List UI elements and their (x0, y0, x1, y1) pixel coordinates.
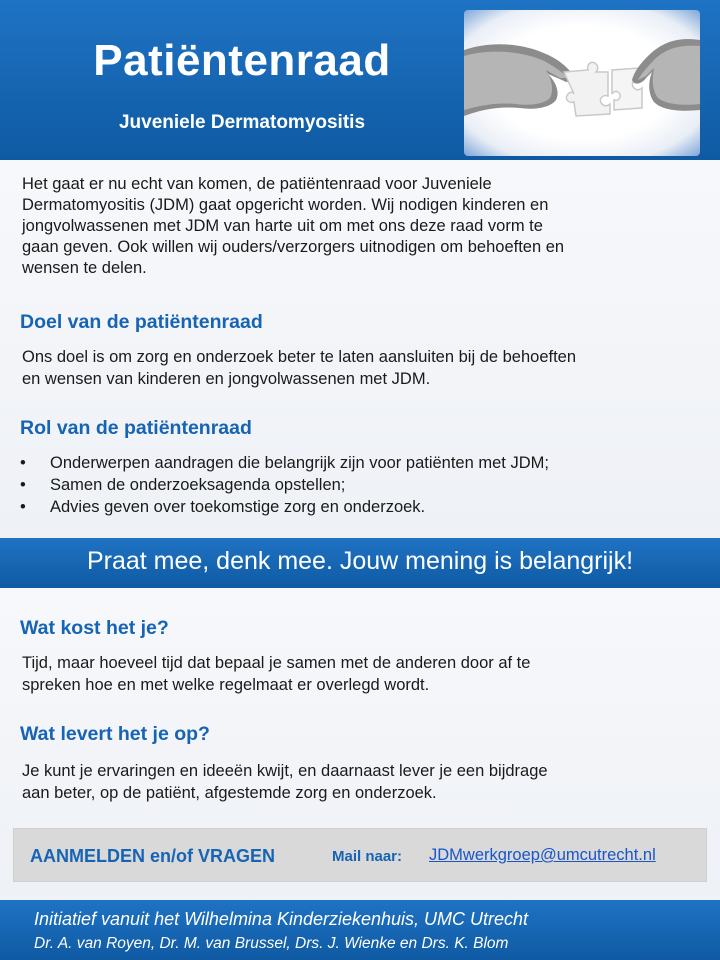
footer (0, 900, 720, 960)
benefit-heading: Wat levert het je op? (20, 723, 210, 745)
cost-line: Tijd, maar hoeveel tijd dat bepaal je samen met de anderen door af te (22, 654, 531, 672)
intro-line: jongvolwassenen met JDM van harte uit om met ons deze raad vorm te (22, 217, 543, 235)
list-item (20, 496, 700, 518)
signup-label: AANMELDEN en/of VRAGEN (30, 846, 276, 866)
cost-paragraph (22, 652, 702, 696)
benefit-paragraph (22, 760, 712, 804)
benefit-line: Je kunt je ervaringen en ideeën kwijt, en daarnaast lever je een bijdrage (22, 762, 548, 780)
footer-authors: Dr. A. van Royen, Dr. M. van Brussel, Drs. J. Wienke en Drs. K. Blom (34, 935, 509, 952)
list-item-text: Samen de onderzoeksagenda opstellen; (50, 476, 346, 494)
goal-paragraph (22, 346, 712, 390)
benefit-line: aan beter, op de patiënt, afgestemde zorg en onderzoek. (22, 784, 437, 802)
cost-line: spreken hoe en met welke regelmaat er overlegd wordt. (22, 676, 430, 694)
intro-paragraph (22, 174, 702, 279)
goal-line: en wensen van kinderen en jongvolwassenen met JDM. (22, 370, 431, 388)
intro-line: wensen te delen. (22, 259, 147, 277)
page-subtitle: Juveniele Dermatomyositis (118, 112, 366, 133)
slogan-text: Praat mee, denk mee. Jouw mening is belangrijk! (86, 547, 634, 575)
intro-line: Dermatomyositis (JDM) gaat opgericht worden. Wij nodigen kinderen en (22, 196, 549, 214)
slogan-banner (0, 538, 720, 588)
signup-box (13, 828, 707, 882)
mail-label: Mail naar: (332, 848, 403, 865)
page-title: Patiëntenraad (93, 36, 391, 85)
list-item (20, 474, 700, 496)
puzzle-hands-icon (464, 10, 700, 156)
goal-line: Ons doel is om zorg en onderzoek beter te laten aansluiten bij de behoeften (22, 348, 577, 366)
goal-heading: Doel van de patiëntenraad (20, 311, 263, 333)
role-heading: Rol van de patiëntenraad (20, 417, 252, 439)
email-link[interactable]: JDMwerkgroep@umcutrecht.nl (429, 846, 656, 864)
intro-line: gaan geven. Ook willen wij ouders/verzorgers uitnodigen om behoeften en (22, 238, 565, 256)
bullet-icon: • (20, 498, 26, 516)
intro-line: Het gaat er nu echt van komen, de patiëntenraad voor Juveniele (22, 175, 492, 193)
list-item-text: Advies geven over toekomstige zorg en onderzoek. (50, 498, 426, 516)
bullet-icon: • (20, 454, 26, 472)
footer-initiative: Initiatief vanuit het Wilhelmina Kinderziekenhuis, UMC Utrecht (34, 909, 529, 929)
bullet-icon: • (20, 476, 26, 494)
cost-heading: Wat kost het je? (20, 617, 169, 639)
role-list (20, 452, 700, 518)
list-item (20, 452, 700, 474)
header-banner (0, 0, 720, 160)
list-item-text: Onderwerpen aandragen die belangrijk zijn voor patiënten met JDM; (50, 454, 549, 472)
